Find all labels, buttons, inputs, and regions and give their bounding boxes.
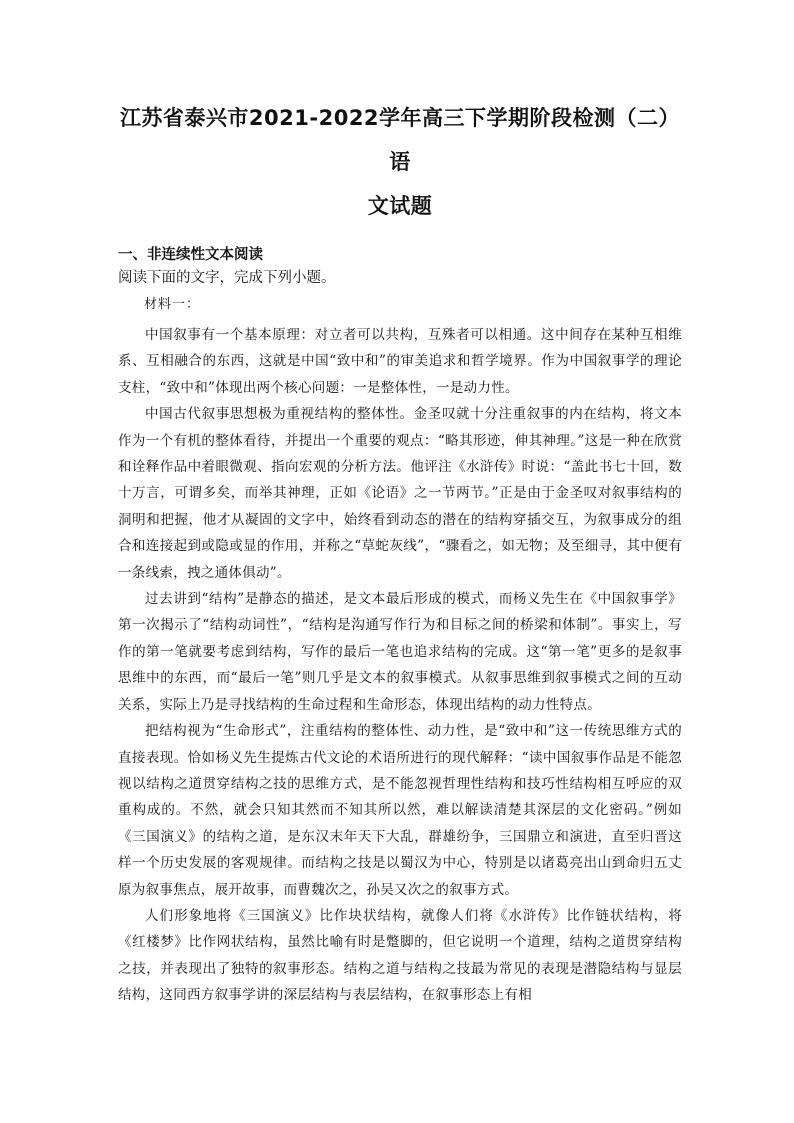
- material-paragraph-3: 过去讲到“结构”是静态的描述，是文本最后形成的模式，而杨义先生在《中国叙事学》第一次揭示了“结构动词性”，“结构是沟通写作行为和目标之间的桥梁和体制”。事实上，写作的第一笔就要考虑到结构，写作的最后一笔也追求结构的完成。这“第一笔”更多的是叙事思维中的东西，而“最后一笔”则几乎是文本的叙事模式。从叙事思维到叙事模式之间的互动关系，实际上乃是寻找结构的生命过程和生命形态，体现出结构的动力性特点。: [118, 591, 682, 713]
- material-paragraph-5: 人们形象地将《三国演义》比作块状结构，就像人们将《水浒传》比作链状结构，将《红楼梦》比作网状结构，虽然比喻有时是蹩脚的，但它说明一个道理，结构之道贯穿结构之技，并表现出了独特的叙事形态。结构之道与结构之技最为常见的表现是潜隐结构与显层结构，这同西方叙事学讲的深层结构与表层结构，在叙事形态上有相: [118, 907, 682, 1004]
- document-title: [118, 96, 682, 228]
- title-line-1: 江苏省泰兴市2021-2022学年高三下学期阶段检测（二）语: [119, 106, 681, 174]
- material-paragraph-1: 中国叙事有一个基本原理：对立者可以共构，互殊者可以相通。这中间存在某种互相维系、互相融合的东西，这就是中国“致中和”的审美追求和哲学境界。作为中国叙事学的理论支柱，“致中和”体现出两个核心问题：一是整体性，一是动力性。: [118, 327, 682, 396]
- title-line-2: 文试题: [367, 194, 433, 218]
- material-label: 材料一：: [144, 297, 201, 312]
- material-paragraph-4: 把结构视为“生命形式”，注重结构的整体性、动力性，是“致中和”这一传统思维方式的直接表现。恰如杨义先生提炼古代文论的术语所进行的现代解释：“读中国叙事作品是不能忽视以结构之道贯穿结构之技的思维方式，是不能忽视哲理性结构和技巧性结构相互呼应的双重构成的。不然，就会只知其然而不知其所以然，难以解读清楚其深层的文化密码。”例如《三国演义》的结构之道，是东汉末年天下大乱，群雄纷争，三国鼎立和演进，直至归晋这样一个历史发展的客观规律。而结构之技是以蜀汉为中心，特别是以诸葛亮出山到命归五丈原为叙事焦点，展开故事，而曹魏次之，孙吴又次之的叙事方式。: [118, 723, 682, 898]
- section-heading: 一、非连续性文本阅读: [118, 247, 263, 263]
- material-paragraph-2: 中国古代叙事思想极为重视结构的整体性。金圣叹就十分注重叙事的内在结构，将文本作为一个有机的整体看待，并提出一个重要的观点：“略其形迹，伸其神理。”这是一种在欣赏和诠释作品中着眼微观、指向宏观的分析方法。他评注《水浒传》时说：“盖此书七十回，数十万言，可谓多矣，而举其神理，正如《论语》之一节两节。”正是由于金圣叹对叙事结构的洞明和把握，他才从凝固的文字中，始终看到动态的潜在的结构穿插交互，为叙事成分的组合和连接起到或隐或显的作用，并称之“草蛇灰线”，“骤看之，如无物；及至细寻，其中便有一条线索，拽之通体俱动”。: [118, 406, 682, 581]
- reading-instruction: 阅读下面的文字，完成下列小题。: [118, 270, 336, 286]
